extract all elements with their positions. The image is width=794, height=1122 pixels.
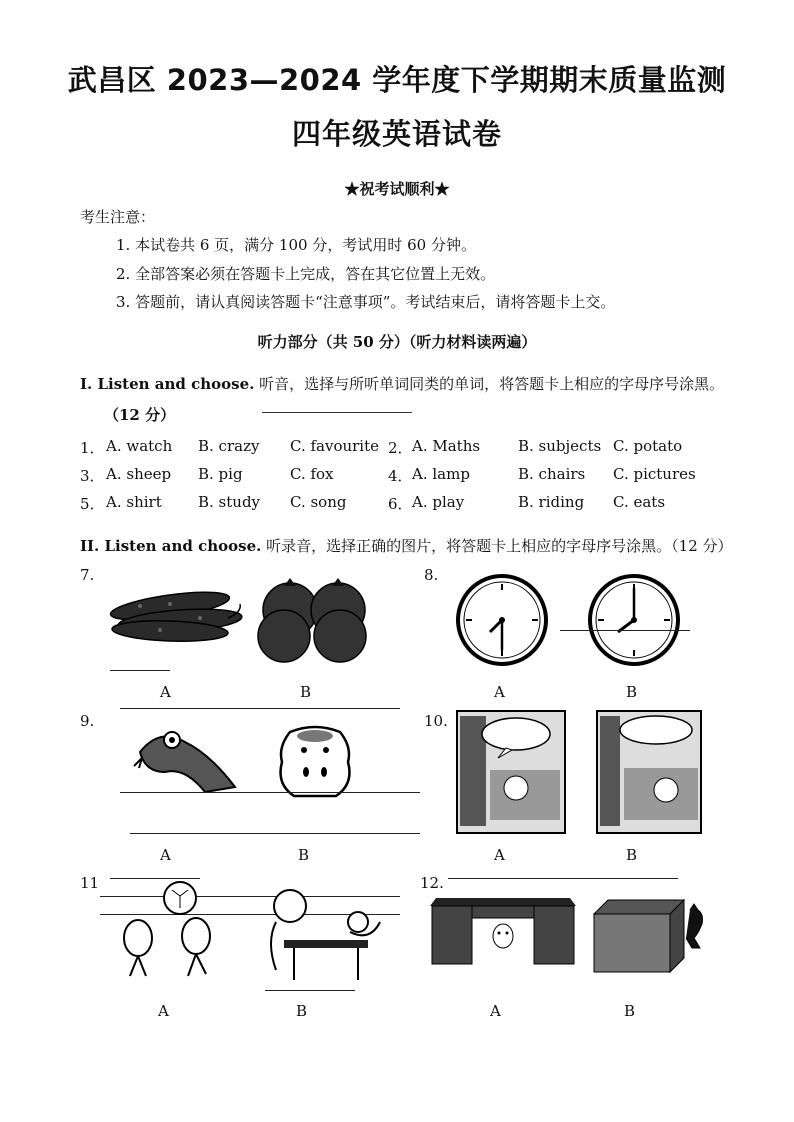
part1-score: （12 分） [104,406,176,424]
q11-label-b: B [296,1002,308,1020]
q4-option-c: C. pictures [613,465,696,483]
q7-label-b: B [300,683,312,701]
blessing: ★祝考试顺利★ [344,180,450,198]
tomatoes-picture [250,574,380,664]
q7-label-a: A [160,683,171,701]
divider [110,670,170,671]
q4-number: 4． [388,467,413,485]
q10-number: 10. [424,712,448,730]
divider [120,708,400,709]
room-scene-a-picture [456,710,566,834]
part1-heading-cn: 听音，选择与所听单词同类的单词，将答题卡上相应的字母序号涂黑。 [254,375,725,393]
q4-option-b: B. chairs [518,465,586,483]
q12-number: 12. [420,874,444,892]
clock-b-picture [584,570,684,670]
notice-item-3: 3. 答题前，请认真阅读答题卡“注意事项”。考试结束后，请将答题卡上交。 [116,293,616,311]
part1-heading-en: I. Listen and choose. [80,375,255,393]
q5-option-b: B. study [198,493,261,511]
q3-option-b: B. pig [198,465,243,483]
birds-football-picture [100,876,230,986]
q9-label-a: A [160,846,171,864]
q1-option-a: A. watch [106,437,173,455]
q5-option-c: C. song [290,493,347,511]
divider [120,792,420,793]
divider [262,412,412,413]
divider [560,630,690,631]
q8-label-b: B [626,683,638,701]
q12-label-b: B [624,1002,636,1020]
exam-subtitle: 四年级英语试卷 [291,117,502,151]
q12-label-a: A [490,1002,501,1020]
q2-option-c: C. potato [613,437,683,455]
part2-heading-cn: 听录音，选择正确的图片，将答题卡上相应的字母序号涂黑。（12 分） [261,537,733,555]
q6-option-c: C. eats [613,493,666,511]
notice-heading: 考生注意： [80,208,156,226]
exam-title: 武昌区 2023—2024 学年度下学期期末质量监测 [67,63,727,97]
notice-item-1: 1. 本试卷共 6 页，满分 100 分，考试用时 60 分钟。 [116,236,476,254]
q6-number: 6． [388,495,413,513]
room-scene-b-picture [596,710,702,834]
q3-option-c: C. fox [290,465,334,483]
snake-picture [130,722,240,802]
q6-option-a: A. play [412,493,465,511]
q3-number: 3． [80,467,105,485]
q8-label-a: A [494,683,505,701]
q11-number: 11 [80,874,100,892]
listening-section-heading: 听力部分（共 50 分）（听力材料读两遍） [257,333,537,351]
q3-option-a: A. sheep [106,465,172,483]
q9-number: 9. [80,712,95,730]
q4-option-a: A. lamp [412,465,470,483]
cucumber-picture [100,566,250,656]
q1-option-b: B. crazy [198,437,260,455]
q10-label-b: B [626,846,638,864]
q6-option-b: B. riding [518,493,585,511]
q8-number: 8. [424,566,439,584]
q7-number: 7. [80,566,95,584]
divider [265,990,355,991]
q2-option-b: B. subjects [518,437,602,455]
q2-option-a: A. Maths [412,437,481,455]
part2-heading [80,535,733,556]
clock-a-picture [452,570,552,670]
part2-heading-en: II. Listen and choose. [80,537,262,555]
part1-heading [80,373,724,394]
notice-item-2: 2. 全部答案必须在答题卡上完成，答在其它位置上无效。 [116,265,496,283]
animals-ping-pong-picture [250,882,390,986]
box-cat-behind-picture [590,896,710,976]
q9-label-b: B [298,846,310,864]
q10-label-a: A [494,846,505,864]
q5-option-a: A. shirt [106,493,162,511]
hippo-picture [270,722,360,802]
divider [130,833,420,834]
q1-option-c: C. favourite [290,437,380,455]
q5-number: 5． [80,495,105,513]
divider [448,878,678,879]
desk-cat-under-picture [428,896,578,976]
q11-label-a: A [158,1002,169,1020]
q2-number: 2． [388,439,413,457]
q1-number: 1． [80,439,105,457]
